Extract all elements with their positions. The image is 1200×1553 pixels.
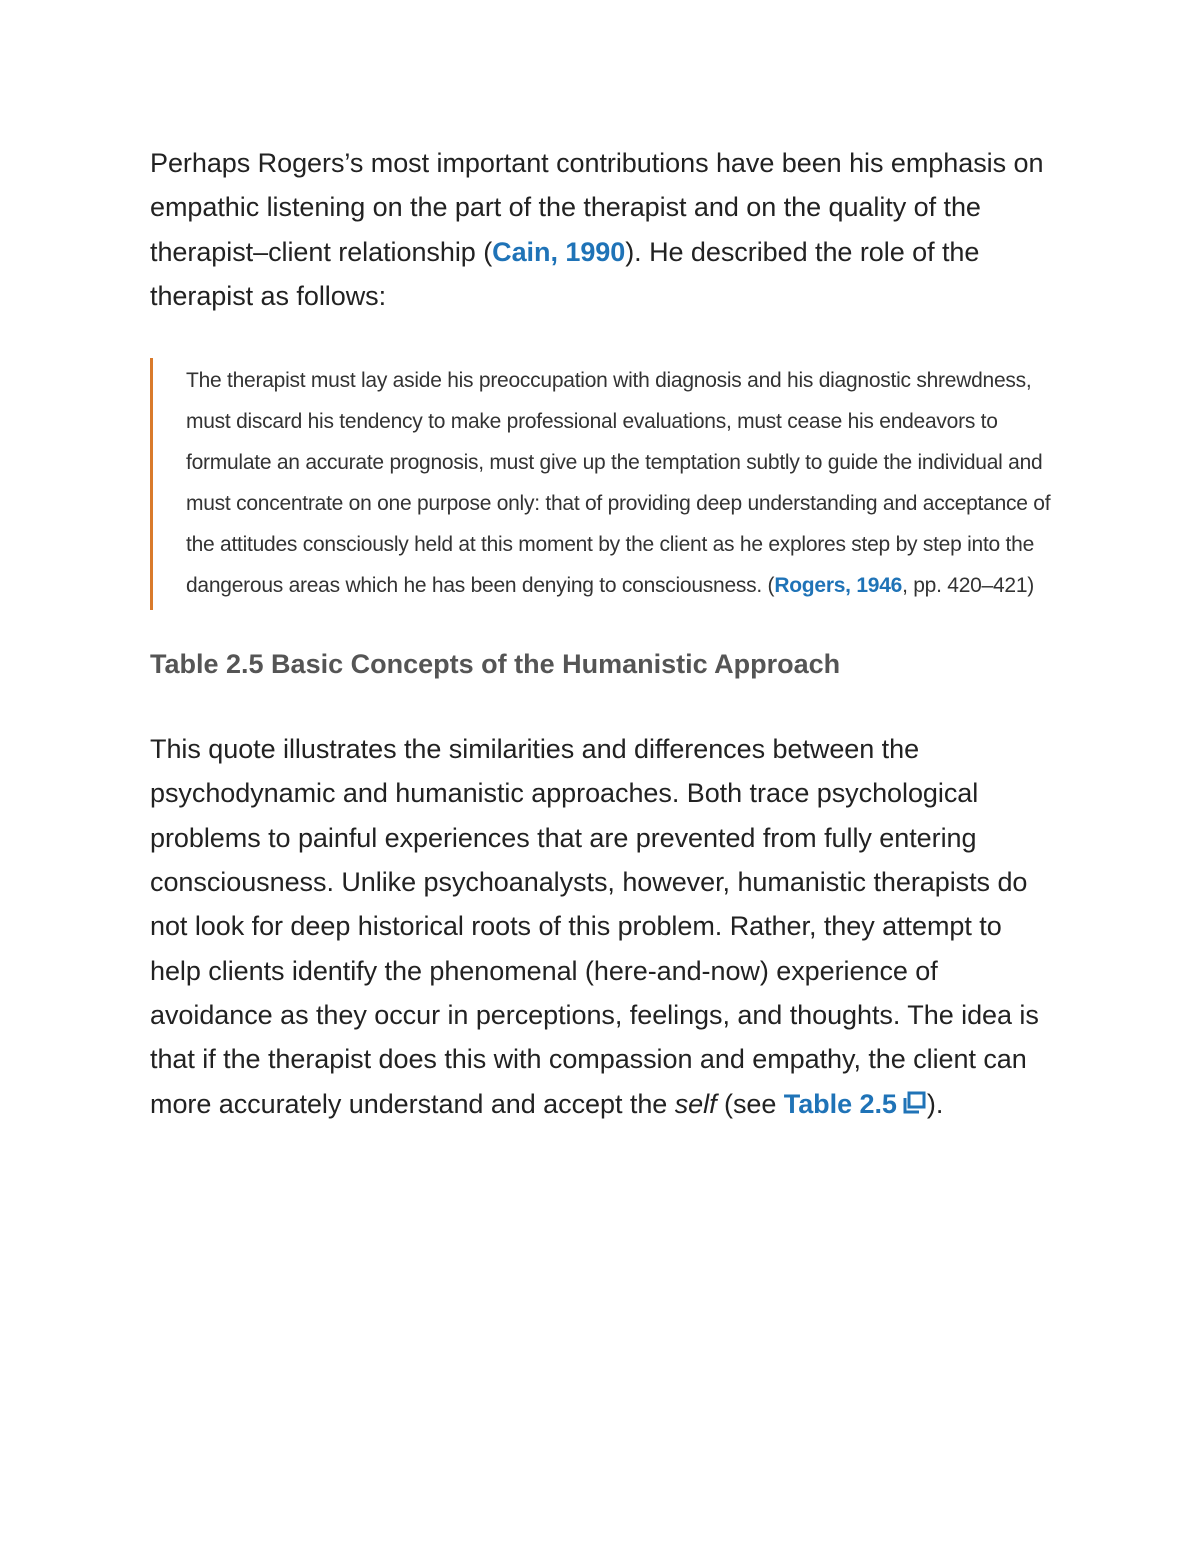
table-heading: Table 2.5 Basic Concepts of the Humanistic Approach <box>150 649 841 680</box>
citation-link-cain-1990[interactable]: Cain, 1990 <box>492 236 626 267</box>
quote-text: The therapist must lay aside his preoccupation with diagnosis and his diagnostic shrewdness, must discard his tendency to make professional evaluations, must cease his endeavors to formulate an accurate prognosis, must give up the temptation subtly to guide the individual and must concentrate on one purpose only: that of providing deep understanding and acceptance of the attitudes consciously held at this moment by the client as he explores step by step into the dangerous areas which he has been denying to consciousness. ( <box>186 369 1051 598</box>
table-2-5-link[interactable] <box>784 1089 927 1119</box>
emphasis-self: self <box>674 1088 717 1119</box>
document-page <box>150 141 1055 1126</box>
paragraph-text: (see <box>716 1088 784 1119</box>
popup-window-icon <box>901 1091 927 1115</box>
quote-text: , pp. 420–421) <box>902 574 1035 598</box>
paragraph-rogers-contributions <box>150 141 1055 318</box>
paragraph-text: ). <box>926 1088 944 1119</box>
paragraph-text: ). He described the role of the therapist as follows: <box>150 236 980 311</box>
table-link-label: Table 2.5 <box>783 1088 897 1119</box>
paragraph-similarities <box>150 727 1055 1126</box>
citation-link-rogers-1946[interactable]: Rogers, 1946 <box>774 574 903 598</box>
paragraph-text: Perhaps Rogers’s most important contributions have been his emphasis on empathic listening on the part of the therapist and on the quality of the therapist–client relationship ( <box>150 148 1044 267</box>
rogers-blockquote <box>150 358 1055 610</box>
paragraph-text: This quote illustrates the similarities and differences between the psychodynamic and humanistic approaches. Both trace psychological problems to painful experiences that are prevented from fully entering consciousness. Unlike psychoanalysts, however, humanistic therapists do not look for deep historical roots of this problem. Rather, they attempt to help clients identify the phenomenal (here-and-now) experience of avoidance as they occur in perceptions, feelings, and thoughts. The idea is that if the therapist does this with compassion and empathy, the client can more accurately understand and accept the <box>150 734 1039 1119</box>
